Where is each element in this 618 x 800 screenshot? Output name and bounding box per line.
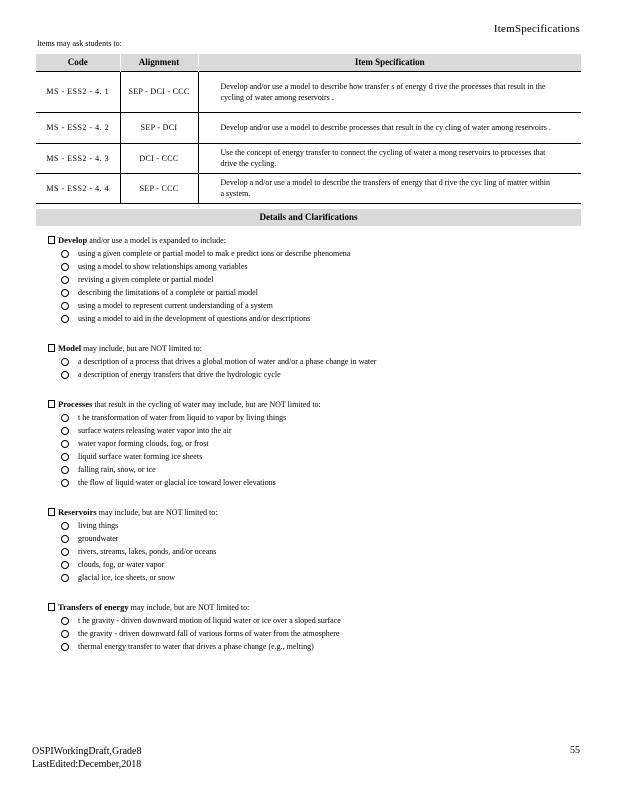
alignment-cell: SEP - DCI — [120, 112, 198, 143]
page-number: 55 — [570, 745, 580, 756]
table-header-row — [36, 54, 581, 71]
intro-text: Items may ask students to: — [37, 39, 122, 48]
code-cell: MS - ESS2 - 4. 1 — [36, 71, 120, 112]
square-bullet-icon — [48, 236, 55, 244]
spec-text: Develop and/or use a model to describe how transfer s of energy d rive the processes that result in the cycling of water among reservoirs . — [220, 81, 546, 102]
header-title: ItemSpecifications — [493, 23, 580, 35]
page-footer — [32, 745, 141, 771]
spec-text: Use the concept of energy transfer to connect the cycling of water a mong reservoirs to processes that drive the cycling. — [220, 148, 546, 168]
column-header-item-specification: Item Specification — [198, 54, 581, 71]
list-item: the gravity - driven downward fall of various forms of water from the atmosphere — [60, 627, 578, 640]
section-title-rest: may include, but are NOT limited to: — [96, 508, 218, 517]
section-keyword: Model — [58, 343, 82, 353]
section-keyword: Reservoirs — [58, 507, 97, 517]
table-row — [36, 71, 581, 112]
item-spec-table — [36, 54, 581, 204]
code-cell: MS - ESS2 - 4. 2 — [36, 112, 120, 143]
column-header-code: Code — [36, 54, 120, 71]
section-model — [48, 342, 578, 381]
section-keyword: Processes — [58, 399, 93, 409]
section-title — [48, 601, 578, 614]
square-bullet-icon — [48, 603, 55, 611]
list-item: using a model to represent current understanding of a system — [60, 299, 578, 312]
square-bullet-icon — [48, 508, 55, 516]
list-item: using a model to show relationships among variables — [60, 260, 578, 273]
spec-cell — [198, 71, 581, 112]
list-item: rivers, streams, lakes, ponds, and/or oceans — [60, 545, 578, 558]
table-row — [36, 112, 581, 143]
spec-cell — [198, 112, 581, 143]
list-item: falling rain, snow, or ice — [60, 463, 578, 476]
list-item: water vapor forming clouds, fog, or frost — [60, 437, 578, 450]
bullet-list — [60, 614, 578, 653]
square-bullet-icon — [48, 344, 55, 352]
section-reservoirs — [48, 506, 578, 584]
code-cell: MS - ESS2 - 4. 4 — [36, 173, 120, 203]
section-develop — [48, 234, 578, 325]
spec-cell — [198, 143, 581, 173]
list-item: liquid surface water forming ice sheets — [60, 450, 578, 463]
list-item: thermal energy transfer to water that drives a phase change (e.g., melting) — [60, 640, 578, 653]
list-item: glacial ice, ice sheets, or snow — [60, 571, 578, 584]
list-item: a description of energy transfers that drive the hydrologic cycle — [60, 368, 578, 381]
list-item: using a model to aid in the development of questions and/or descriptions — [60, 312, 578, 325]
bullet-list — [60, 519, 578, 584]
table-row — [36, 143, 581, 173]
list-item: a description of a process that drives a global motion of water and/or a phase change in water — [60, 355, 578, 368]
bullet-list — [60, 411, 578, 489]
footer-document-name: OSPIWorkingDraft,Grade8 — [32, 746, 142, 757]
alignment-cell: DCI - CCC — [120, 143, 198, 173]
code-cell: MS - ESS2 - 4. 3 — [36, 143, 120, 173]
list-item: surface waters releasing water vapor into the air — [60, 424, 578, 437]
bullet-list — [60, 355, 578, 381]
details-clarifications-heading: Details and Clarifications — [36, 209, 581, 226]
section-keyword: Transfers of energy — [58, 602, 129, 612]
list-item: t he gravity - driven downward motion of liquid water or ice over a sloped surface — [60, 614, 578, 627]
footer-last-edited: LastEdited:December,2018 — [32, 759, 142, 770]
section-title-rest: that result in the cycling of water may include, but are NOT limited to: — [92, 400, 321, 409]
section-title-rest: may include, but are NOT limited to: — [128, 603, 250, 612]
section-title — [48, 234, 578, 247]
section-processes — [48, 398, 578, 489]
bullet-list — [60, 247, 578, 325]
section-title — [48, 506, 578, 519]
section-transfers-of-energy — [48, 601, 578, 653]
list-item: living things — [60, 519, 578, 532]
section-keyword: Develop — [58, 235, 88, 245]
alignment-cell: SEP - DCI - CCC — [120, 71, 198, 112]
section-title-rest: may include, but are NOT limited to: — [81, 344, 202, 353]
spec-text: Develop a nd/or use a model to describe the transfers of energy that d rive the cyc ling of matter within a system. — [220, 178, 551, 198]
alignment-cell: SEP - CCC — [120, 173, 198, 203]
list-item: clouds, fog, or water vapor — [60, 558, 578, 571]
spec-text: Develop and/or use a model to describe processes that result in the cy cling of water among reservoirs . — [220, 123, 551, 132]
list-item: groundwater — [60, 532, 578, 545]
table-row — [36, 173, 581, 203]
details-body — [48, 234, 578, 670]
list-item: describing the limitations of a complete or partial model — [60, 286, 578, 299]
square-bullet-icon — [48, 400, 55, 408]
list-item: the flow of liquid water or glacial ice toward lower elevations — [60, 476, 578, 489]
section-title — [48, 398, 578, 411]
list-item: t he transformation of water from liquid to vapor by living things — [60, 411, 578, 424]
list-item: using a given complete or partial model to mak e predict ions or describe phenomena — [60, 247, 578, 260]
column-header-alignment: Alignment — [120, 54, 198, 71]
spec-cell — [198, 173, 581, 203]
section-title-rest: and/or use a model is expanded to include: — [87, 236, 226, 245]
list-item: revising a given complete or partial model — [60, 273, 578, 286]
section-title — [48, 342, 578, 355]
